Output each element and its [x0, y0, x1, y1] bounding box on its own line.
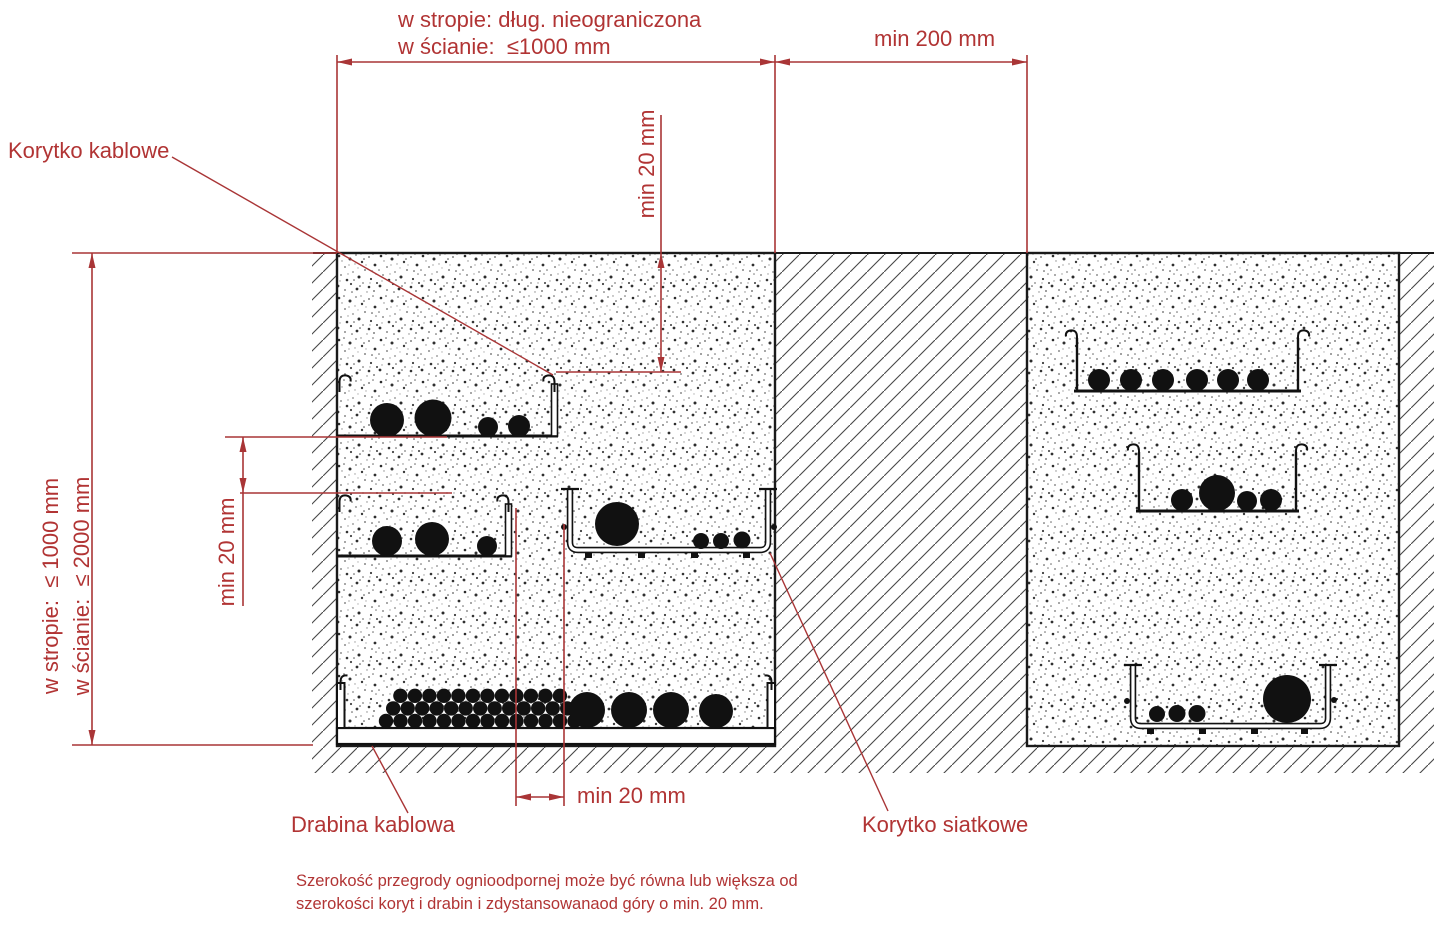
- top-dimension-label-line2: w ścianie: ≤1000 mm: [398, 34, 611, 59]
- cable-bundle-ladder: [379, 689, 733, 729]
- wall-hatch-left-strip: [312, 253, 337, 747]
- wall-hatch-bottom-strip: [312, 747, 1434, 773]
- footnote-line1: Szerokość przegrody ognioodpornej może być równa lub większa od: [296, 872, 798, 890]
- embed-depth-dimension-label: min 20 mm: [634, 109, 659, 219]
- wall-hatch-middle-gap: [775, 253, 1027, 747]
- fire-barrier-left-block: [337, 253, 775, 746]
- height-dimension-label-line1: w stropie: ≤ 1000 mm: [38, 477, 63, 695]
- cable-tray-label: Korytko kablowe: [8, 138, 170, 163]
- mesh-tray-label: Korytko siatkowe: [862, 812, 1029, 837]
- gap-dimension-label: min 200 mm: [874, 26, 996, 51]
- top-dimension-label-line1: w stropie: dług. nieograniczona: [398, 7, 702, 32]
- wall-hatch-right-strip: [1399, 253, 1434, 747]
- bottom-spacing-dimension-label: min 20 mm: [577, 783, 686, 808]
- footnote-line2: szerokości koryt i drabin i zdystansowanaod góry o min. 20 mm.: [296, 895, 764, 913]
- cable-ladder-label: Drabina kablowa: [291, 812, 455, 837]
- tray-spacing-dimension-label: min 20 mm: [214, 497, 239, 607]
- height-dimension-label-line2: w ścianie: ≤ 2000 mm: [69, 476, 94, 696]
